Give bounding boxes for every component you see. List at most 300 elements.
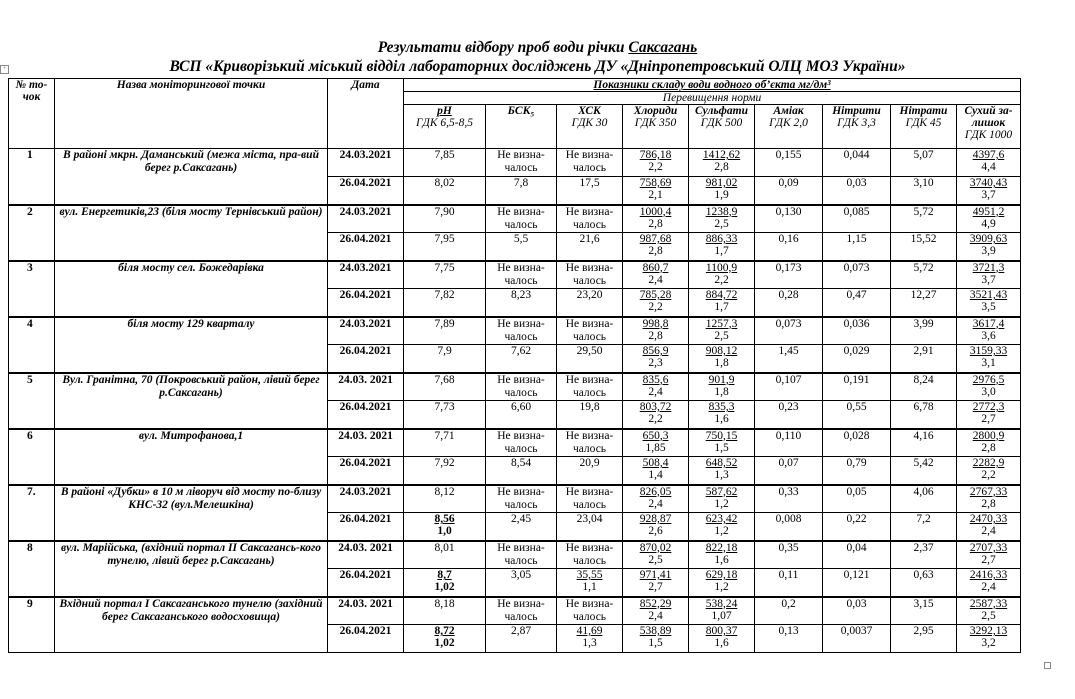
- dry-residue-cell: [957, 597, 1021, 625]
- xsk-cell: Не визна-чалось: [557, 205, 623, 233]
- dry-residue-cell-exceed: 2,8: [981, 441, 996, 454]
- dry-residue-cell-value: 2587,33: [969, 597, 1008, 610]
- sulfate-cell: [689, 513, 755, 541]
- ph-cell: 8,18: [404, 597, 486, 625]
- chloride-cell: [623, 261, 689, 289]
- nitrate-cell: 3,10: [891, 177, 957, 205]
- chloride-cell-exceed: 2,2: [648, 301, 663, 313]
- param-norm: ГДК 350: [634, 117, 677, 129]
- sample-date: 26.04.2021: [328, 513, 404, 541]
- nitrate-cell: 5,72: [891, 261, 957, 289]
- nitrate-cell: 12,27: [891, 289, 957, 317]
- dry-residue-cell-value: 3909,63: [969, 233, 1008, 245]
- dry-residue-cell-exceed: 3,9: [981, 245, 996, 257]
- table-row: [9, 205, 1021, 233]
- nitrate-cell: 0,63: [891, 569, 957, 597]
- ph-cell: 8,01: [404, 541, 486, 569]
- bsk-cell: Не визна-чалось: [486, 149, 557, 177]
- param-name: Нітрати: [899, 105, 948, 117]
- monitoring-point-name: В районі «Дубки» в 10 м ліворуч від мосту по-близу КНС-32 (вул.Мелешкіна): [55, 485, 328, 541]
- ph-cell-exceed: 1,02: [434, 637, 455, 649]
- xsk-cell: 17,5: [557, 177, 623, 205]
- chloride-cell-value: 508,4: [642, 457, 669, 469]
- sulfate-cell-exceed: 1,6: [714, 553, 729, 566]
- ammonia-cell: 1,45: [755, 345, 823, 373]
- point-number: 4: [9, 317, 55, 373]
- sulfate-cell-exceed: 1,9: [714, 189, 729, 201]
- dry-residue-cell-exceed: 4,4: [981, 161, 996, 173]
- bsk-cell: 8,23: [486, 289, 557, 317]
- ammonia-cell: 0,07: [755, 457, 823, 485]
- nitrate-cell: 5,72: [891, 205, 957, 233]
- chloride-cell: [623, 345, 689, 373]
- sulfate-cell-value: 835,3: [708, 401, 735, 413]
- param-header: [557, 105, 623, 149]
- bsk-cell: Не визна-чалось: [486, 597, 557, 625]
- ph-cell: 7,75: [404, 261, 486, 289]
- xsk-cell: 21,6: [557, 233, 623, 261]
- param-header: [486, 105, 557, 149]
- dry-residue-cell-value: 2976,5: [972, 373, 1005, 386]
- group-header: Показники складу води водного об’єкта мг/дм³: [404, 79, 1021, 92]
- ammonia-cell: 0,35: [755, 541, 823, 569]
- sulfate-cell-value: 908,12: [705, 345, 738, 357]
- dry-residue-cell-value: 2282,9: [972, 457, 1005, 469]
- ammonia-cell: 0,13: [755, 625, 823, 653]
- param-header: [957, 105, 1021, 149]
- table-row: [9, 317, 1021, 345]
- param-header: [689, 105, 755, 149]
- param-name: Нітрити: [832, 105, 881, 117]
- nitrite-cell: 0,47: [823, 289, 891, 317]
- table-end-marker: [1044, 662, 1051, 669]
- dry-residue-cell-value: 3617,4: [972, 317, 1005, 330]
- nitrite-cell: 0,073: [823, 261, 891, 289]
- dry-residue-cell-exceed: 2,4: [981, 581, 996, 593]
- sample-date: 24.03.2021: [328, 261, 404, 289]
- chloride-cell: [623, 149, 689, 177]
- ammonia-cell: 0,28: [755, 289, 823, 317]
- chloride-cell: [623, 429, 689, 457]
- param-norm: ГДК 6,5-8,5: [416, 117, 473, 129]
- chloride-cell: [623, 541, 689, 569]
- chloride-cell: [623, 485, 689, 513]
- xsk-cell-exceed: 1,1: [582, 581, 597, 593]
- nitrate-cell: 8,24: [891, 373, 957, 401]
- dry-residue-cell-value: 2767,33: [969, 485, 1008, 498]
- nitrite-cell: 0,0037: [823, 625, 891, 653]
- xsk-cell: 19,8: [557, 401, 623, 429]
- chloride-cell: [623, 457, 689, 485]
- chloride-cell-exceed: 2,4: [648, 609, 663, 622]
- ph-cell: 7,68: [404, 373, 486, 401]
- report-title: [0, 39, 1075, 57]
- param-name: БСК₅: [507, 105, 535, 117]
- chloride-cell-exceed: 1,5: [648, 637, 663, 649]
- sulfate-cell-exceed: 1,5: [714, 441, 729, 454]
- dry-residue-cell-value: 4951,2: [972, 205, 1005, 218]
- sulfate-cell: [689, 373, 755, 401]
- nitrite-cell: 0,55: [823, 401, 891, 429]
- sample-date: 24.03.2021: [328, 317, 404, 345]
- chloride-cell: [623, 373, 689, 401]
- point-number: 2: [9, 205, 55, 261]
- dry-residue-cell: [957, 485, 1021, 513]
- sulfate-cell-value: 822,18: [705, 541, 738, 554]
- nitrate-cell: 15,52: [891, 233, 957, 261]
- chloride-cell-value: 852,29: [639, 597, 672, 610]
- ph-cell: 8,02: [404, 177, 486, 205]
- chloride-cell-value: 971,41: [639, 569, 672, 581]
- dry-residue-cell: [957, 401, 1021, 429]
- sample-date: 24.03. 2021: [328, 597, 404, 625]
- sulfate-cell-value: 648,52: [705, 457, 738, 469]
- sample-date: 26.04.2021: [328, 233, 404, 261]
- bsk-cell: Не визна-чалось: [486, 485, 557, 513]
- nitrite-cell: 0,036: [823, 317, 891, 345]
- dry-residue-cell-value: 2800,9: [972, 429, 1005, 442]
- chloride-cell-value: 826,05: [639, 485, 672, 498]
- xsk-cell: [557, 625, 623, 653]
- sulfate-cell: [689, 429, 755, 457]
- ammonia-cell: 0,107: [755, 373, 823, 401]
- dry-residue-cell-exceed: 3,6: [981, 329, 996, 342]
- sulfate-cell: [689, 597, 755, 625]
- xsk-cell: 29,50: [557, 345, 623, 373]
- sulfate-cell-exceed: 1,07: [711, 609, 732, 622]
- bsk-cell: 8,54: [486, 457, 557, 485]
- dry-residue-cell-exceed: 2,4: [981, 525, 996, 537]
- nitrate-cell: 7,2: [891, 513, 957, 541]
- ammonia-cell: 0,11: [755, 569, 823, 597]
- chloride-cell: [623, 177, 689, 205]
- sulfate-cell-exceed: 1,2: [714, 581, 729, 593]
- chloride-cell-exceed: 2,7: [648, 581, 663, 593]
- xsk-cell: Не визна-чалось: [557, 317, 623, 345]
- sulfate-cell: [689, 485, 755, 513]
- xsk-cell: [557, 569, 623, 597]
- bsk-cell: 7,8: [486, 177, 557, 205]
- point-number: 7.: [9, 485, 55, 541]
- dry-residue-cell: [957, 513, 1021, 541]
- nitrate-cell: 4,16: [891, 429, 957, 457]
- dry-residue-cell: [957, 569, 1021, 597]
- dry-residue-cell-exceed: 2,2: [981, 469, 996, 481]
- sulfate-cell-exceed: 2,8: [714, 161, 729, 173]
- nitrite-cell: 0,085: [823, 205, 891, 233]
- sample-date: 24.03.2021: [328, 485, 404, 513]
- sulfate-cell-exceed: 1,2: [714, 525, 729, 537]
- bsk-cell: Не визна-чалось: [486, 317, 557, 345]
- chloride-cell-exceed: 2,6: [648, 525, 663, 537]
- sulfate-cell-value: 1238,9: [705, 205, 738, 218]
- sulfate-cell: [689, 289, 755, 317]
- nitrite-cell: 0,028: [823, 429, 891, 457]
- point-number: 6: [9, 429, 55, 485]
- ph-cell: 7,95: [404, 233, 486, 261]
- chloride-cell-exceed: 2,8: [648, 245, 663, 257]
- sulfate-cell-exceed: 1,2: [714, 497, 729, 510]
- dry-residue-cell: [957, 233, 1021, 261]
- chloride-cell-value: 1000,4: [639, 205, 672, 218]
- bsk-cell: 2,45: [486, 513, 557, 541]
- ph-cell: 8,12: [404, 485, 486, 513]
- ph-cell: 7,82: [404, 289, 486, 317]
- chloride-cell: [623, 401, 689, 429]
- sulfate-cell: [689, 401, 755, 429]
- sample-date: 24.03.2021: [328, 205, 404, 233]
- xsk-cell-value: 41,69: [576, 625, 603, 637]
- bsk-cell: 7,62: [486, 345, 557, 373]
- ph-cell-value: 8,7: [437, 569, 452, 581]
- dry-residue-cell-exceed: 2,7: [981, 553, 996, 566]
- point-number: 1: [9, 149, 55, 205]
- dry-residue-cell: [957, 457, 1021, 485]
- nitrite-cell: 0,029: [823, 345, 891, 373]
- dry-residue-cell: [957, 373, 1021, 401]
- chloride-cell-exceed: 2,8: [648, 329, 663, 342]
- sulfate-cell-exceed: 1,8: [714, 357, 729, 369]
- chloride-cell-exceed: 1,4: [648, 469, 663, 481]
- chloride-cell-exceed: 2,3: [648, 357, 663, 369]
- xsk-cell: Не визна-чалось: [557, 149, 623, 177]
- chloride-cell-value: 870,02: [639, 541, 672, 554]
- sample-date: 24.03. 2021: [328, 373, 404, 401]
- dry-residue-cell: [957, 261, 1021, 289]
- point-number: 8: [9, 541, 55, 597]
- sulfate-cell: [689, 205, 755, 233]
- sulfate-cell-value: 1100,9: [705, 261, 738, 274]
- river-name: Саксагань: [628, 39, 698, 56]
- xsk-cell: 23,20: [557, 289, 623, 317]
- sulfate-cell: [689, 457, 755, 485]
- nitrite-cell: 0,03: [823, 177, 891, 205]
- xsk-cell-value: 35,55: [576, 569, 603, 581]
- bsk-cell: Не визна-чалось: [486, 261, 557, 289]
- ammonia-cell: 0,073: [755, 317, 823, 345]
- ph-cell: 7,9: [404, 345, 486, 373]
- sulfate-cell-value: 901,9: [708, 373, 735, 386]
- xsk-cell: Не визна-чалось: [557, 429, 623, 457]
- nitrate-cell: 2,37: [891, 541, 957, 569]
- dry-residue-cell: [957, 149, 1021, 177]
- chloride-cell-exceed: 2,2: [648, 161, 663, 173]
- ammonia-cell: 0,130: [755, 205, 823, 233]
- monitoring-point-name: Вул. Гранітна, 70 (Покровський район, лівий берег р.Саксагань): [55, 373, 328, 429]
- nitrite-cell: 0,044: [823, 149, 891, 177]
- nitrite-cell: 0,22: [823, 513, 891, 541]
- param-name: ХСК: [578, 105, 601, 117]
- sulfate-cell-exceed: 2,2: [714, 273, 729, 286]
- table-row: [9, 261, 1021, 289]
- chloride-cell-exceed: 2,4: [648, 497, 663, 510]
- chloride-cell: [623, 569, 689, 597]
- ammonia-cell: 0,2: [755, 597, 823, 625]
- ph-cell: [404, 569, 486, 597]
- nitrite-cell: 0,191: [823, 373, 891, 401]
- sulfate-cell-value: 1257,3: [705, 317, 738, 330]
- chloride-cell-value: 786,18: [639, 149, 672, 161]
- xsk-cell: Не визна-чалось: [557, 261, 623, 289]
- param-norm: ГДК 500: [700, 117, 743, 129]
- monitoring-point-name: біля мосту сел. Божедарівка: [55, 261, 328, 317]
- nitrite-cell: 1,15: [823, 233, 891, 261]
- ammonia-cell: 0,173: [755, 261, 823, 289]
- ammonia-cell: 0,23: [755, 401, 823, 429]
- dry-residue-cell-value: 3159,33: [969, 345, 1008, 357]
- sulfate-cell-value: 629,18: [705, 569, 738, 581]
- ph-cell-exceed: 1,0: [437, 525, 452, 537]
- exceed-header: Перевищення норми: [404, 92, 1021, 105]
- xsk-cell: Не визна-чалось: [557, 541, 623, 569]
- title-prefix: Результати відбору проб води річки: [377, 39, 629, 56]
- dry-residue-cell: [957, 541, 1021, 569]
- bsk-cell: 3,05: [486, 569, 557, 597]
- nitrate-cell: 2,91: [891, 345, 957, 373]
- table-row: [9, 149, 1021, 177]
- param-norm: ГДК 3,3: [837, 117, 876, 129]
- monitoring-point-name: вул. Марійська, (вхідний портал II Саксагансь-кого тунелю, лівий берег р.Саксагань): [55, 541, 328, 597]
- param-header: [755, 105, 823, 149]
- ph-cell: 7,85: [404, 149, 486, 177]
- ph-cell: 7,92: [404, 457, 486, 485]
- sulfate-cell-exceed: 1,6: [714, 637, 729, 649]
- chloride-cell-value: 650,3: [642, 429, 669, 442]
- dry-residue-cell-exceed: 3,7: [981, 273, 996, 286]
- param-norm: ГДК 1000: [964, 129, 1013, 141]
- sulfate-cell-value: 884,72: [705, 289, 738, 301]
- sulfate-cell: [689, 541, 755, 569]
- nitrite-cell: 0,121: [823, 569, 891, 597]
- xsk-cell-exceed: 1,3: [582, 637, 597, 649]
- chloride-cell-value: 998,8: [642, 317, 669, 330]
- param-name: Сухий за-лишок: [964, 105, 1013, 129]
- ph-cell: 7,71: [404, 429, 486, 457]
- chloride-cell: [623, 289, 689, 317]
- dry-residue-cell-exceed: 4,9: [981, 217, 996, 230]
- table-row: [9, 429, 1021, 457]
- bsk-cell: 2,87: [486, 625, 557, 653]
- xsk-cell: 23,04: [557, 513, 623, 541]
- point-number: 3: [9, 261, 55, 317]
- ph-cell-value: 8,56: [434, 513, 455, 525]
- sulfate-cell-value: 981,02: [705, 177, 738, 189]
- monitoring-point-name: вул. Митрофанова,1: [55, 429, 328, 485]
- ammonia-cell: 0,110: [755, 429, 823, 457]
- ph-cell-exceed: 1,02: [434, 581, 455, 593]
- ph-cell: 7,90: [404, 205, 486, 233]
- sulfate-cell-exceed: 1,7: [714, 301, 729, 313]
- param-header: [623, 105, 689, 149]
- dry-residue-cell-value: 2707,33: [969, 541, 1008, 554]
- chloride-cell-value: 538,89: [639, 625, 672, 637]
- xsk-cell: 20,9: [557, 457, 623, 485]
- ph-cell-value: 8,72: [434, 625, 455, 637]
- nitrate-cell: 2,95: [891, 625, 957, 653]
- dry-residue-cell-exceed: 3,2: [981, 637, 996, 649]
- sulfate-cell-value: 750,15: [705, 429, 738, 442]
- monitoring-point-name: вул. Енергетиків,23 (біля мосту Тернівський район): [55, 205, 328, 261]
- sample-date: 26.04.2021: [328, 625, 404, 653]
- ph-cell: [404, 513, 486, 541]
- chloride-cell-exceed: 2,5: [648, 553, 663, 566]
- sulfate-cell-value: 538,24: [705, 597, 738, 610]
- dry-residue-cell-exceed: 2,8: [981, 497, 996, 510]
- sample-date: 24.03.2021: [328, 149, 404, 177]
- dry-residue-cell-exceed: 3,7: [981, 189, 996, 201]
- dry-residue-cell: [957, 625, 1021, 653]
- point-number: 5: [9, 373, 55, 429]
- chloride-cell-value: 856,9: [642, 345, 669, 357]
- xsk-cell: Не визна-чалось: [557, 597, 623, 625]
- ammonia-cell: 0,09: [755, 177, 823, 205]
- col-date-header: Дата: [328, 79, 404, 149]
- param-header: [404, 105, 486, 149]
- chloride-cell-exceed: 1,85: [645, 441, 666, 454]
- chloride-cell-value: 987,68: [639, 233, 672, 245]
- sulfate-cell-value: 587,62: [705, 485, 738, 498]
- ammonia-cell: 0,16: [755, 233, 823, 261]
- dry-residue-cell: [957, 289, 1021, 317]
- table-row: [9, 597, 1021, 625]
- chloride-cell-value: 860,7: [642, 261, 669, 274]
- dry-residue-cell-value: 3292,13: [969, 625, 1008, 637]
- param-name: Хлориди: [633, 105, 678, 117]
- dry-residue-cell-value: 2416,33: [969, 569, 1008, 581]
- ph-cell: 7,73: [404, 401, 486, 429]
- sulfate-cell-exceed: 1,6: [714, 413, 729, 425]
- chloride-cell-value: 758,69: [639, 177, 672, 189]
- sulfate-cell: [689, 317, 755, 345]
- dry-residue-cell: [957, 345, 1021, 373]
- sulfate-cell: [689, 233, 755, 261]
- dry-residue-cell: [957, 317, 1021, 345]
- table-row: [9, 485, 1021, 513]
- nitrate-cell: 5,07: [891, 149, 957, 177]
- sulfate-cell-value: 1412,62: [702, 149, 741, 161]
- dry-residue-cell-exceed: 2,5: [981, 609, 996, 622]
- dry-residue-cell-value: 3721,3: [972, 261, 1005, 274]
- sample-date: 26.04.2021: [328, 569, 404, 597]
- sample-date: 24.03. 2021: [328, 541, 404, 569]
- param-name: Аміак: [773, 105, 804, 117]
- nitrite-cell: 0,03: [823, 597, 891, 625]
- xsk-cell: Не визна-чалось: [557, 373, 623, 401]
- param-norm: ГДК 30: [571, 117, 608, 129]
- bsk-cell: Не визна-чалось: [486, 373, 557, 401]
- bsk-cell: 6,60: [486, 401, 557, 429]
- table-anchor-icon[interactable]: +: [0, 65, 9, 74]
- sulfate-cell-value: 623,42: [705, 513, 738, 525]
- param-name: рН: [437, 105, 452, 117]
- chloride-cell-exceed: 2,4: [648, 385, 663, 398]
- col-num-header: № то-чок: [9, 79, 55, 149]
- chloride-cell-exceed: 2,4: [648, 273, 663, 286]
- ph-cell: [404, 625, 486, 653]
- nitrite-cell: 0,05: [823, 485, 891, 513]
- dry-residue-cell-exceed: 3,1: [981, 357, 996, 369]
- sample-date: 26.04.2021: [328, 401, 404, 429]
- dry-residue-cell: [957, 429, 1021, 457]
- sulfate-cell-value: 800,37: [705, 625, 738, 637]
- nitrite-cell: 0,79: [823, 457, 891, 485]
- chloride-cell-exceed: 2,1: [648, 189, 663, 201]
- ph-cell: 7,89: [404, 317, 486, 345]
- nitrate-cell: 6,78: [891, 401, 957, 429]
- ammonia-cell: 0,008: [755, 513, 823, 541]
- results-table: [8, 78, 1021, 653]
- chloride-cell: [623, 513, 689, 541]
